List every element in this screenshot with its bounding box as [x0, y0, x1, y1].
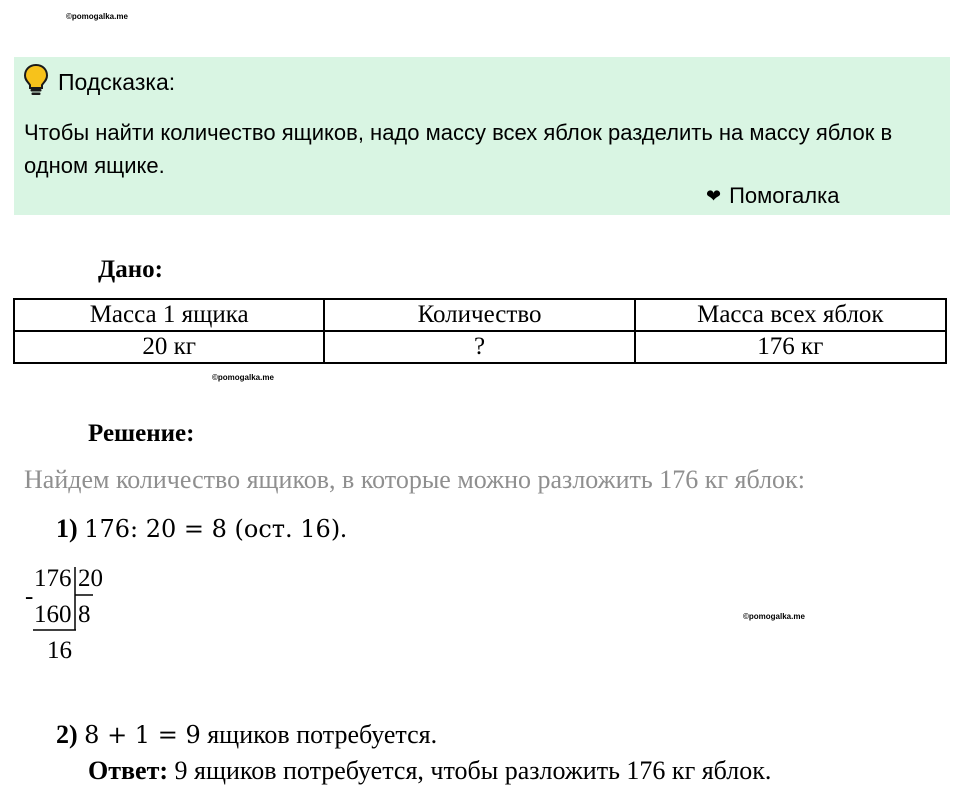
division-dividend: 176 [34, 565, 72, 592]
answer-text: 9 ящиков потребуется, чтобы разложить 176 кг яблок. [168, 756, 772, 785]
step-number: 1) [56, 514, 78, 543]
step-2 [56, 720, 437, 750]
table-header-cell: Количество [324, 299, 634, 331]
solution-intro: Найдем количество ящиков, в которые можно разложить 176 кг яблок: [24, 465, 805, 494]
solution-heading: Решение: [88, 420, 195, 447]
step-1-end: . [340, 514, 347, 543]
table-cell: ? [324, 331, 634, 363]
table-cell: 176 кг [635, 331, 946, 363]
division-remainder: 16 [47, 637, 72, 664]
given-heading: Дано: [98, 256, 163, 283]
division-divisor: 20 [78, 565, 103, 592]
watermark: ©pomogalka.me [743, 612, 805, 621]
signature-text: Помогалка [729, 183, 840, 208]
hint-text: Чтобы найти количество ящиков, надо массу всех яблок разделить на массу яблок в одном ящике. [24, 120, 893, 178]
watermark: ©pomogalka.me [212, 373, 274, 382]
table-cell: 20 кг [14, 331, 324, 363]
step-2-expression: 8 + 1 = 9 [84, 721, 201, 749]
answer [88, 756, 771, 786]
hint-signature [706, 183, 839, 209]
step-2-text: ящиков потребуется. [200, 720, 438, 749]
division-lines [0, 0, 110, 680]
given-table [13, 298, 947, 364]
division-minus: - [25, 583, 34, 610]
table-row [14, 331, 946, 363]
step-number: 2) [56, 720, 78, 749]
table-header-cell: Масса 1 ящика [14, 299, 324, 331]
heart-icon: ❤ [706, 185, 722, 206]
division-quotient: 8 [78, 601, 91, 628]
division-subtrahend: 160 [34, 601, 72, 628]
table-row [14, 299, 946, 331]
step-1-expression: 176: 20 = 8 (ост. 16) [84, 515, 341, 543]
watermark: ©pomogalka.me [66, 12, 128, 21]
hint-title-text: Подсказка: [58, 69, 176, 95]
answer-label: Ответ: [88, 756, 169, 785]
table-header-cell: Масса всех яблок [635, 299, 946, 331]
